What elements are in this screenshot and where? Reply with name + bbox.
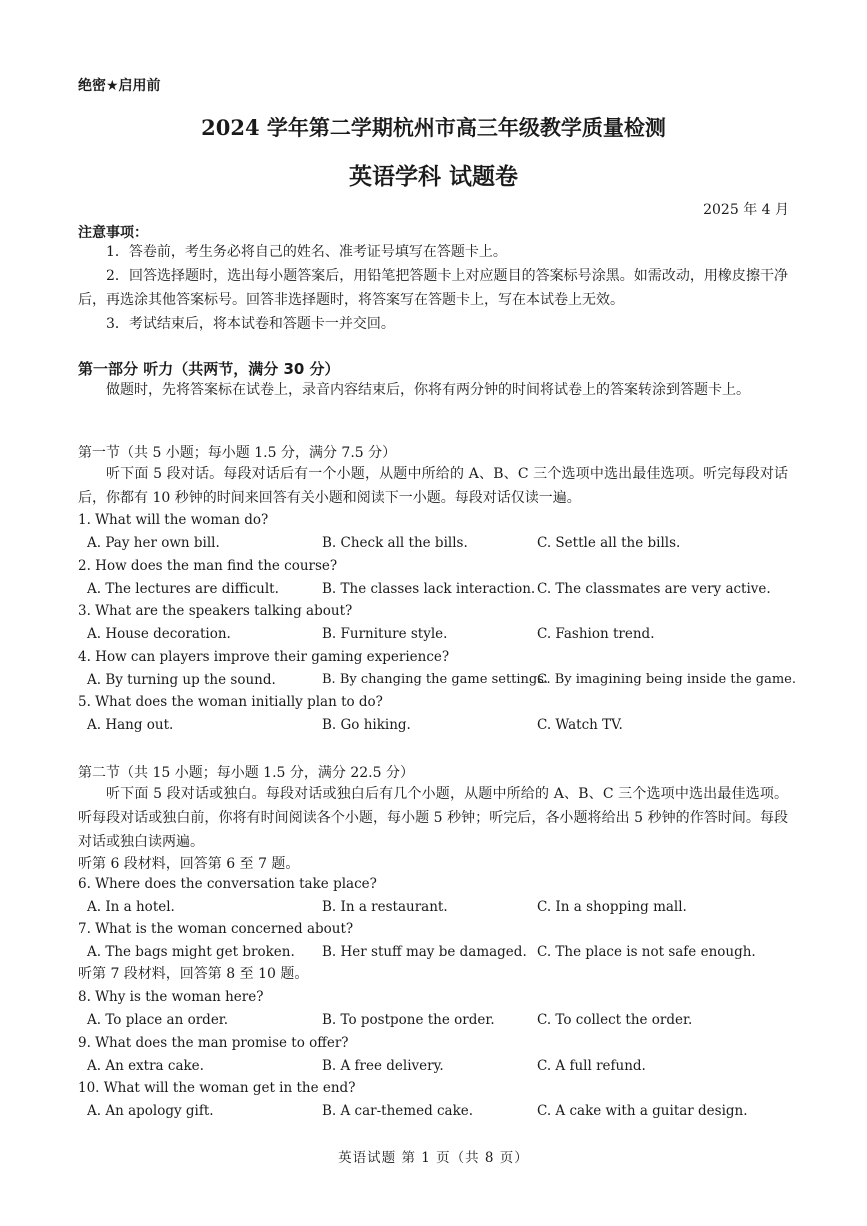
question-1: 1. What will the woman do?: [78, 512, 269, 528]
page-footer: 英语试题 第 1 页（共 8 页）: [338, 1150, 529, 1166]
q6-option-a: A. In a hotel.: [87, 899, 175, 915]
q5-option-b: B. Go hiking.: [322, 717, 411, 733]
q4-option-c: C. By imagining being inside the game.: [537, 672, 797, 687]
q8-option-c: C. To collect the order.: [537, 1012, 693, 1028]
q7-option-a: A. The bags might get broken.: [87, 944, 295, 960]
part1-instruction: 做题时，先将答案标在试卷上，录音内容结束后，你将有两分钟的时间将试卷上的答案转涂到答题卡上。: [106, 382, 750, 398]
q4-option-b: B. By changing the game settings.: [322, 672, 549, 687]
q10-option-b: B. A car-themed cake.: [322, 1103, 474, 1119]
question-8: 8. Why is the woman here?: [78, 989, 264, 1005]
q2-option-c: C. The classmates are very active.: [537, 581, 771, 597]
note-item-2: 2．回答选择题时，选出每小题答案后，用铅笔把答题卡上对应题目的答案标号涂黑。如需改动，用橡皮擦干净后，再选涂其他答案标号。回答非选择题时，将答案写在答题卡上，写在本试卷上无效。: [78, 268, 788, 308]
question-2: 2. How does the man find the course?: [78, 558, 338, 574]
q3-option-c: C. Fashion trend.: [537, 626, 655, 642]
q10-option-a: A. An apology gift.: [87, 1103, 214, 1119]
q9-option-c: C. A full refund.: [537, 1058, 646, 1074]
q8-option-a: A. To place an order.: [87, 1012, 229, 1028]
material-6-note: 听第 6 段材料，回答第 6 至 7 题。: [78, 856, 300, 872]
part1-heading: 第一部分 听力（共两节，满分 30 分）: [78, 360, 340, 378]
q4-option-a: A. By turning up the sound.: [87, 672, 276, 688]
notes-heading: 注意事项：: [78, 225, 148, 241]
q1-option-c: C. Settle all the bills.: [537, 535, 681, 551]
note-item-3: 3．考试结束后，将本试卷和答题卡一并交回。: [106, 316, 395, 332]
question-6: 6. Where does the conversation take place?: [78, 876, 377, 892]
question-9: 9. What does the man promise to offer?: [78, 1035, 349, 1051]
q2-option-b: B. The classes lack interaction.: [322, 581, 536, 597]
section1-heading: 第一节（共 5 小题；每小题 1.5 分，满分 7.5 分）: [78, 445, 397, 461]
question-4: 4. How can players improve their gaming experience?: [78, 649, 450, 665]
note-item-1: 1．答卷前，考生务必将自己的姓名、准考证号填写在答题卡上。: [106, 244, 507, 260]
q5-option-a: A. Hang out.: [87, 717, 174, 733]
q7-option-b: B. Her stuff may be damaged.: [322, 944, 527, 960]
question-3: 3. What are the speakers talking about?: [78, 603, 353, 619]
q10-option-c: C. A cake with a guitar design.: [537, 1103, 748, 1119]
question-5: 5. What does the woman initially plan to do?: [78, 694, 383, 710]
q9-option-b: B. A free delivery.: [322, 1058, 444, 1074]
section2-instruction: 听下面 5 段对话或独白。每段对话或独白后有几个小题，从题中所给的 A、B、C 三个选项中选出最佳选项。听每段对话或独白前，你将有时间阅读各个小题，每小题 5 秒钟；听完后，各小题将给出 5 秒钟的作答时间。每段对话或独白读两遍。: [78, 786, 788, 850]
q1-option-b: B. Check all the bills.: [322, 535, 468, 551]
q6-option-b: B. In a restaurant.: [322, 899, 448, 915]
q3-option-b: B. Furniture style.: [322, 626, 448, 642]
question-7: 7. What is the woman concerned about?: [78, 921, 354, 937]
section1-instruction: 听下面 5 段对话。每段对话后有一个小题，从题中所给的 A、B、C 三个选项中选出最佳选项。听完每段对话后，你都有 10 秒钟的时间来回答有关小题和阅读下一小题。每段对话仅读一遍。: [78, 466, 788, 506]
exam-title: 2024 学年第二学期杭州市高三年级教学质量检测: [201, 115, 666, 140]
q1-option-a: A. Pay her own bill.: [87, 535, 220, 551]
exam-date: 2025 年 4 月: [703, 202, 789, 218]
q5-option-c: C. Watch TV.: [537, 717, 623, 733]
q7-option-c: C. The place is not safe enough.: [537, 944, 756, 960]
section2-heading: 第二节（共 15 小题；每小题 1.5 分，满分 22.5 分）: [78, 765, 414, 781]
q8-option-b: B. To postpone the order.: [322, 1012, 495, 1028]
exam-subtitle: 英语学科 试题卷: [348, 163, 518, 190]
q6-option-c: C. In a shopping mall.: [537, 899, 687, 915]
q3-option-a: A. House decoration.: [87, 626, 231, 642]
question-10: 10. What will the woman get in the end?: [78, 1080, 356, 1096]
q9-option-a: A. An extra cake.: [87, 1058, 204, 1074]
q2-option-a: A. The lectures are difficult.: [87, 581, 279, 597]
material-7-note: 听第 7 段材料，回答第 8 至 10 题。: [78, 966, 309, 982]
confidential-mark: 绝密★启用前: [78, 78, 161, 94]
